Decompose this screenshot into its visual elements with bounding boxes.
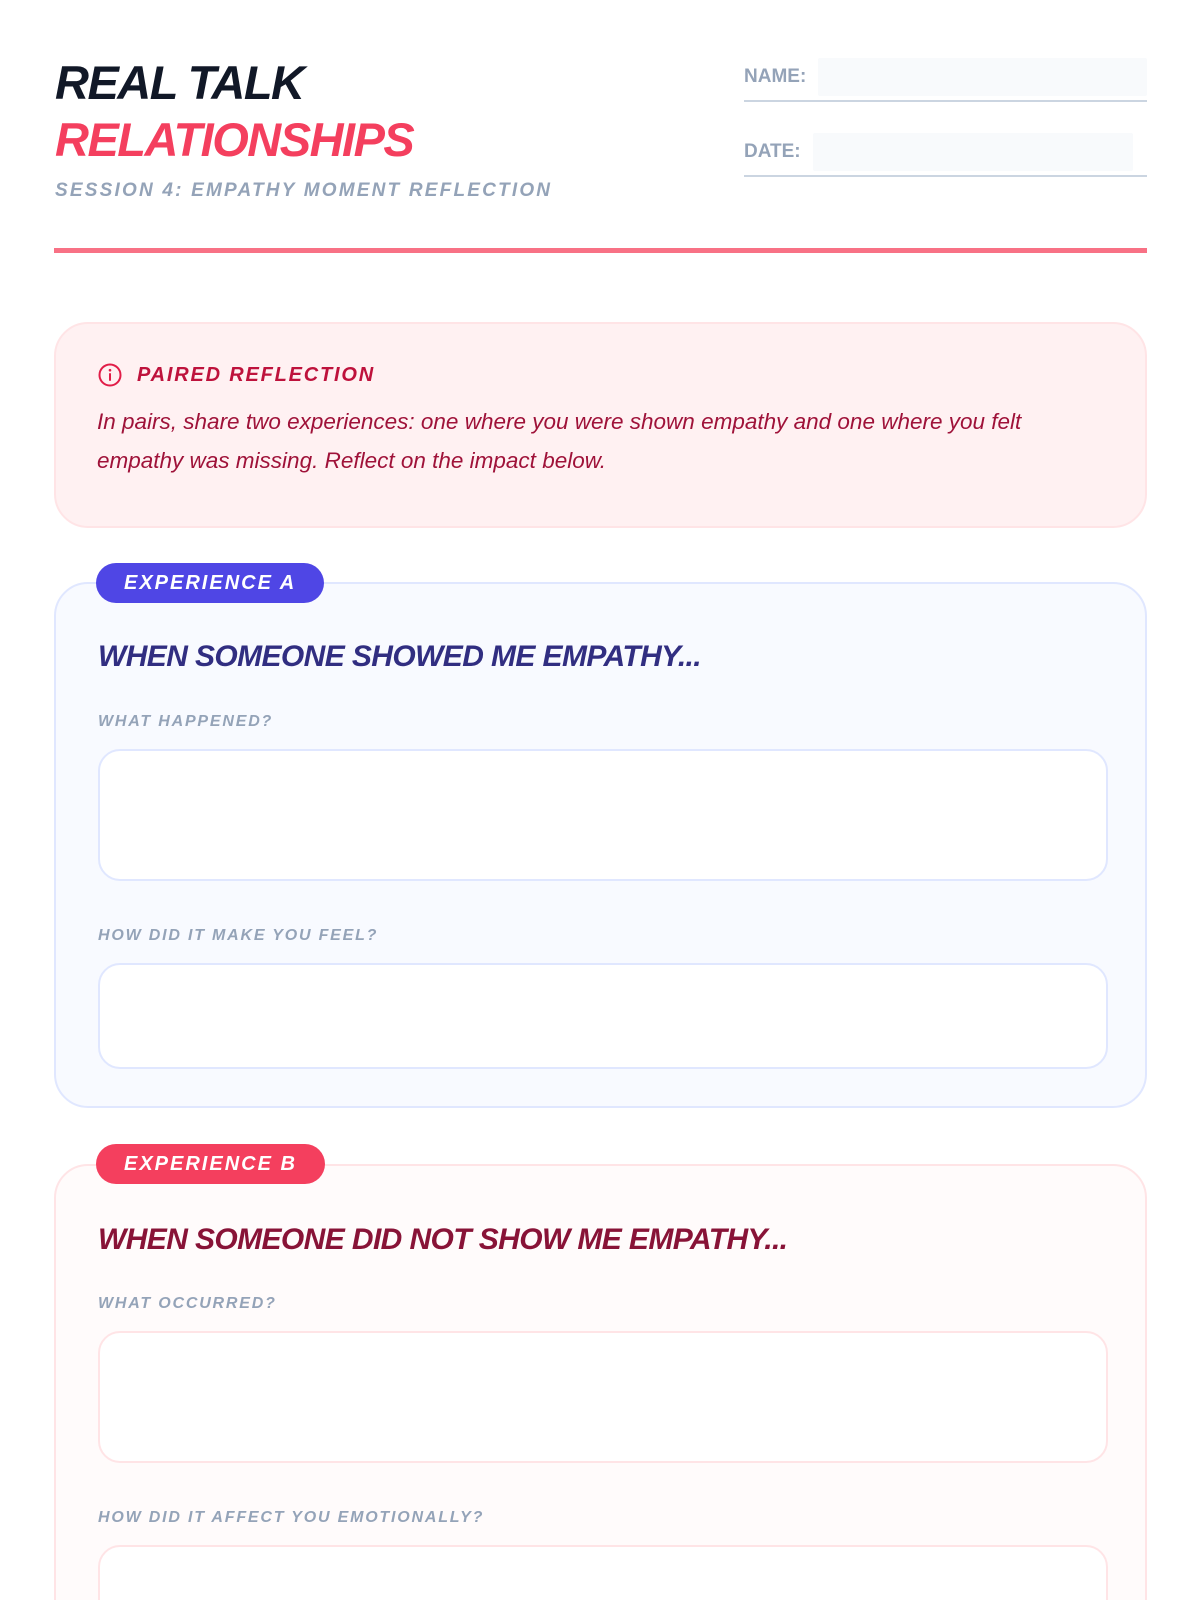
experience-b-question-2: HOW DID IT AFFECT YOU EMOTIONALLY? xyxy=(98,1509,485,1526)
header-divider xyxy=(54,248,1147,253)
experience-a-card xyxy=(54,582,1147,1108)
title-block xyxy=(55,56,552,202)
info-icon xyxy=(97,362,123,388)
experience-b-answer-1[interactable] xyxy=(98,1331,1108,1463)
experience-a-heading: WHEN SOMEONE SHOWED ME EMPATHY... xyxy=(98,640,702,673)
callout-instructions: In pairs, share two experiences: one where you were shown empathy and one where you felt empathy was missing. Reflect on the impact below. xyxy=(97,409,1022,473)
callout-header xyxy=(97,362,1105,388)
date-field-row xyxy=(744,129,1147,177)
page-title-line2: RELATIONSHIPS xyxy=(55,113,414,166)
date-input[interactable] xyxy=(813,133,1133,171)
date-label: DATE: xyxy=(744,141,801,162)
experience-a-question-1: WHAT HAPPENED? xyxy=(98,713,274,730)
experience-b-card xyxy=(54,1164,1147,1600)
experience-a-badge: EXPERIENCE A xyxy=(96,563,324,603)
experience-b-question-1: WHAT OCCURRED? xyxy=(98,1295,277,1312)
experience-b-heading: WHEN SOMEONE DID NOT SHOW ME EMPATHY... xyxy=(98,1223,788,1256)
session-subtitle: SESSION 4: EMPATHY MOMENT REFLECTION xyxy=(55,180,553,201)
experience-b-badge: EXPERIENCE B xyxy=(96,1144,325,1184)
callout-title: PAIRED REFLECTION xyxy=(137,363,376,386)
name-label: NAME: xyxy=(744,66,807,87)
page-title-line1: REAL TALK xyxy=(55,56,304,109)
name-input[interactable] xyxy=(818,58,1147,96)
paired-reflection-callout xyxy=(54,322,1147,528)
experience-a-answer-1[interactable] xyxy=(98,749,1108,881)
experience-b-answer-2[interactable] xyxy=(98,1545,1108,1600)
name-field-row xyxy=(744,54,1147,102)
experience-a-question-2: HOW DID IT MAKE YOU FEEL? xyxy=(98,927,379,944)
experience-a-answer-2[interactable] xyxy=(98,963,1108,1069)
